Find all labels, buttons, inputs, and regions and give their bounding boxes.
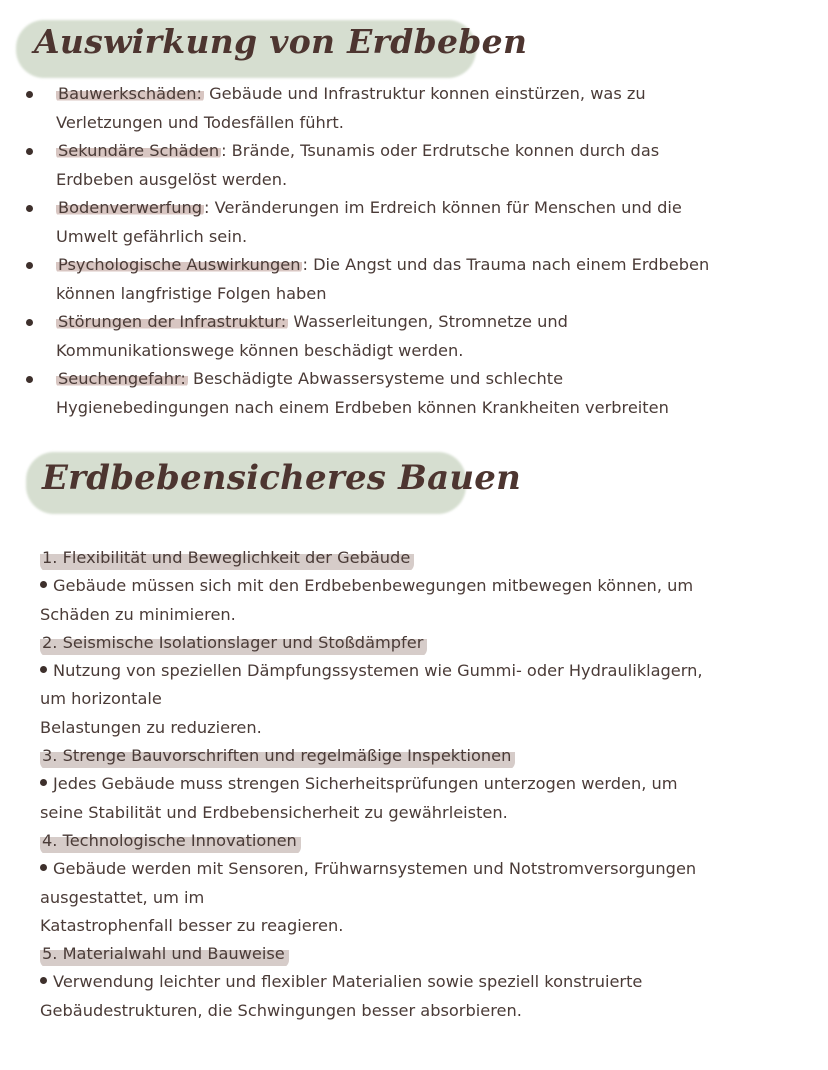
list-item: Bodenverwerfung : Veränderungen im Erdreich können für Menschen und die Umwelt gefährlich sein. <box>24 194 804 251</box>
point-heading: 2. Seismische Isolationslager und Stoßdämpfer <box>40 629 800 657</box>
term-highlight: Bauwerkschäden: <box>58 84 202 103</box>
construction-points <box>40 544 800 1025</box>
point-text: Gebäudestrukturen, die Schwingungen besser absorbieren. <box>40 1000 522 1020</box>
bullet-icon <box>26 376 33 383</box>
section2-heading <box>30 444 522 498</box>
term-highlight: Seuchengefahr: <box>58 369 186 388</box>
point-text: Gebäude werden mit Sensoren, Frühwarnsystemen und Notstromversorgungen <box>40 855 800 883</box>
point-text: Belastungen zu reduzieren. <box>40 717 262 737</box>
bullet-icon <box>26 205 33 212</box>
point-heading: 4. Technologische Innovationen <box>40 827 800 855</box>
point-text: Jedes Gebäude muss strengen Sicherheitsprüfungen unterzogen werden, um <box>40 770 800 798</box>
section1-heading <box>22 14 528 61</box>
point-text: ausgestattet, um im <box>40 887 205 907</box>
point-text: Katastrophenfall besser zu reagieren. <box>40 915 344 935</box>
bullet-icon <box>40 666 47 673</box>
effects-list <box>24 80 804 422</box>
point-heading: 3. Strenge Bauvorschriften und regelmäßige Inspektionen <box>40 742 800 770</box>
list-item: Bauwerkschäden: Gebäude und Infrastruktur konnen einstürzen, was zu Verletzungen und Todesfällen führt. <box>24 80 804 137</box>
bullet-icon <box>40 864 47 871</box>
point-heading: 5. Materialwahl und Bauweise <box>40 940 800 968</box>
point-text: um horizontale <box>40 689 162 709</box>
list-item: Seuchengefahr: Beschädigte Abwassersysteme und schlechte Hygienebedingungen nach einem Erdbeben können Krankheiten verbreiten <box>24 365 804 422</box>
point-text: Gebäude müssen sich mit den Erdbebenbewegungen mitbewegen können, um <box>40 572 800 600</box>
point-text: seine Stabilität und Erdbebensicherheit zu gewährleisten. <box>40 802 508 822</box>
list-item: Störungen der Infrastruktur: Wasserleitungen, Stromnetze und Kommunikationswege können beschädigt werden. <box>24 308 804 365</box>
section2-title: Erdbebensicheres Bauen <box>42 458 522 498</box>
bullet-icon <box>26 148 33 155</box>
point-text: Schäden zu minimieren. <box>40 604 236 624</box>
bullet-icon <box>40 779 47 786</box>
list-item: Psychologische Auswirkungen : Die Angst und das Trauma nach einem Erdbeben können langfristige Folgen haben <box>24 251 804 308</box>
point-heading: 1. Flexibilität und Beweglichkeit der Gebäude <box>40 544 800 572</box>
bullet-icon <box>26 91 33 98</box>
bullet-icon <box>40 581 47 588</box>
point-text: Verwendung leichter und flexibler Materialien sowie speziell konstruierte <box>40 968 800 996</box>
term-highlight: Sekundäre Schäden <box>58 141 220 160</box>
term-highlight: Störungen der Infrastruktur: <box>58 312 287 331</box>
bullet-icon <box>40 977 47 984</box>
term-highlight: Bodenverwerfung <box>58 198 203 217</box>
list-item: Sekundäre Schäden : Brände, Tsunamis oder Erdrutsche konnen durch das Erdbeben ausgelöst werden. <box>24 137 804 194</box>
bullet-icon <box>26 262 33 269</box>
point-text: Nutzung von speziellen Dämpfungssystemen wie Gummi- oder Hydrauliklagern, <box>40 657 800 685</box>
section1-title: Auswirkung von Erdbeben <box>34 22 528 61</box>
term-highlight: Psychologische Auswirkungen <box>58 255 301 274</box>
bullet-icon <box>26 319 33 326</box>
